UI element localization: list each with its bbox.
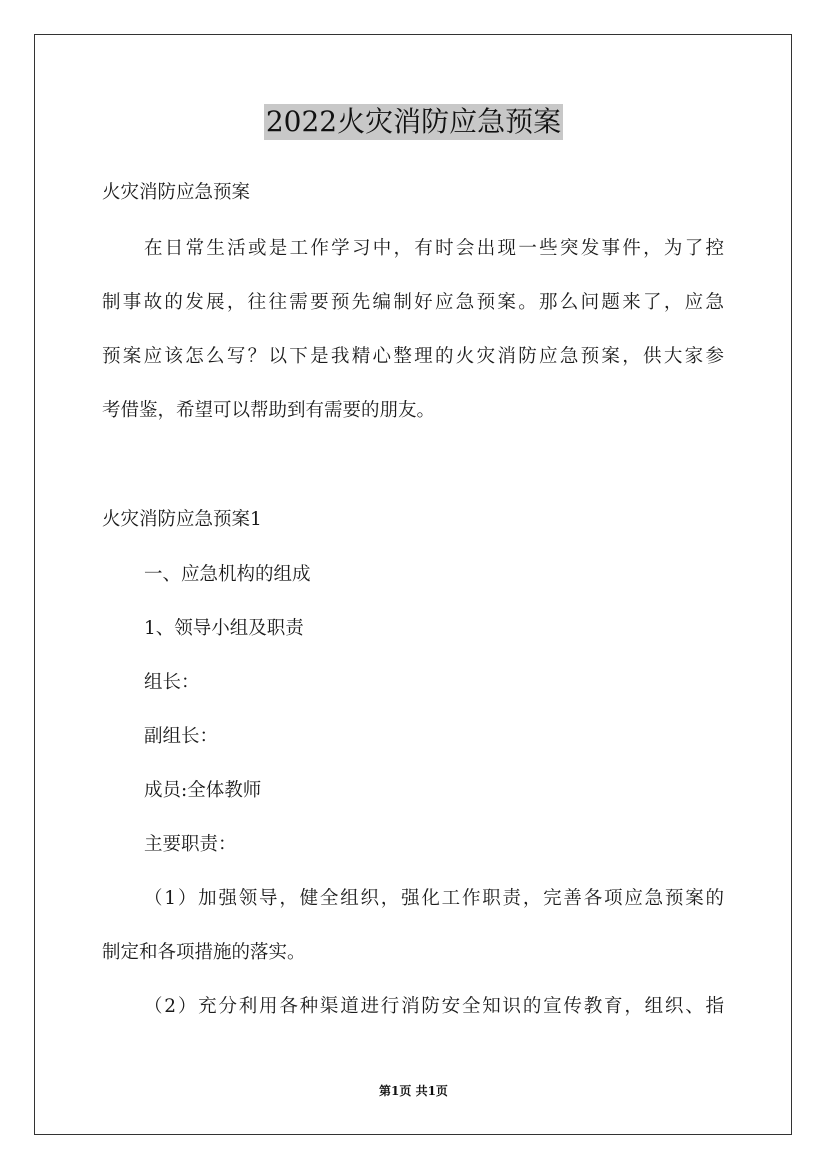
duty-2-line-1: （2）充分利用各种渠道进行消防安全知识的宣传教育，组织、指 [144,996,724,1017]
heading-leadership-group: 1、领导小组及职责 [144,618,304,639]
deputy-leader-label: 副组长： [144,726,219,747]
duties-label: 主要职责： [144,834,237,855]
team-leader-label: 组长： [144,672,200,693]
title-container [0,104,827,140]
page-footer [0,1083,827,1099]
members-label: 成员:全体教师 [144,780,262,801]
intro-line-2: 制事故的发展，往往需要预先编制好应急预案。那么问题来了，应急 [102,292,724,313]
subtitle: 火灾消防应急预案 [102,182,251,203]
duty-1-line-2: 制定和各项措施的落实。 [102,942,306,963]
document-title: 2022火灾消防应急预案 [265,105,562,138]
intro-line-4: 考借鉴，希望可以帮助到有需要的朋友。 [102,400,436,421]
duty-1-line-1: （1）加强领导，健全组织，强化工作职责，完善各项应急预案的 [144,888,724,909]
intro-line-3: 预案应该怎么写？以下是我精心整理的火灾消防应急预案，供大家参 [102,346,724,367]
page-number: 第1页 共1页 [379,1084,448,1098]
section-title: 火灾消防应急预案1 [102,509,262,530]
heading-organization: 一、应急机构的组成 [144,564,311,585]
intro-line-1: 在日常生活或是工作学习中，有时会出现一些突发事件，为了控 [144,238,724,259]
